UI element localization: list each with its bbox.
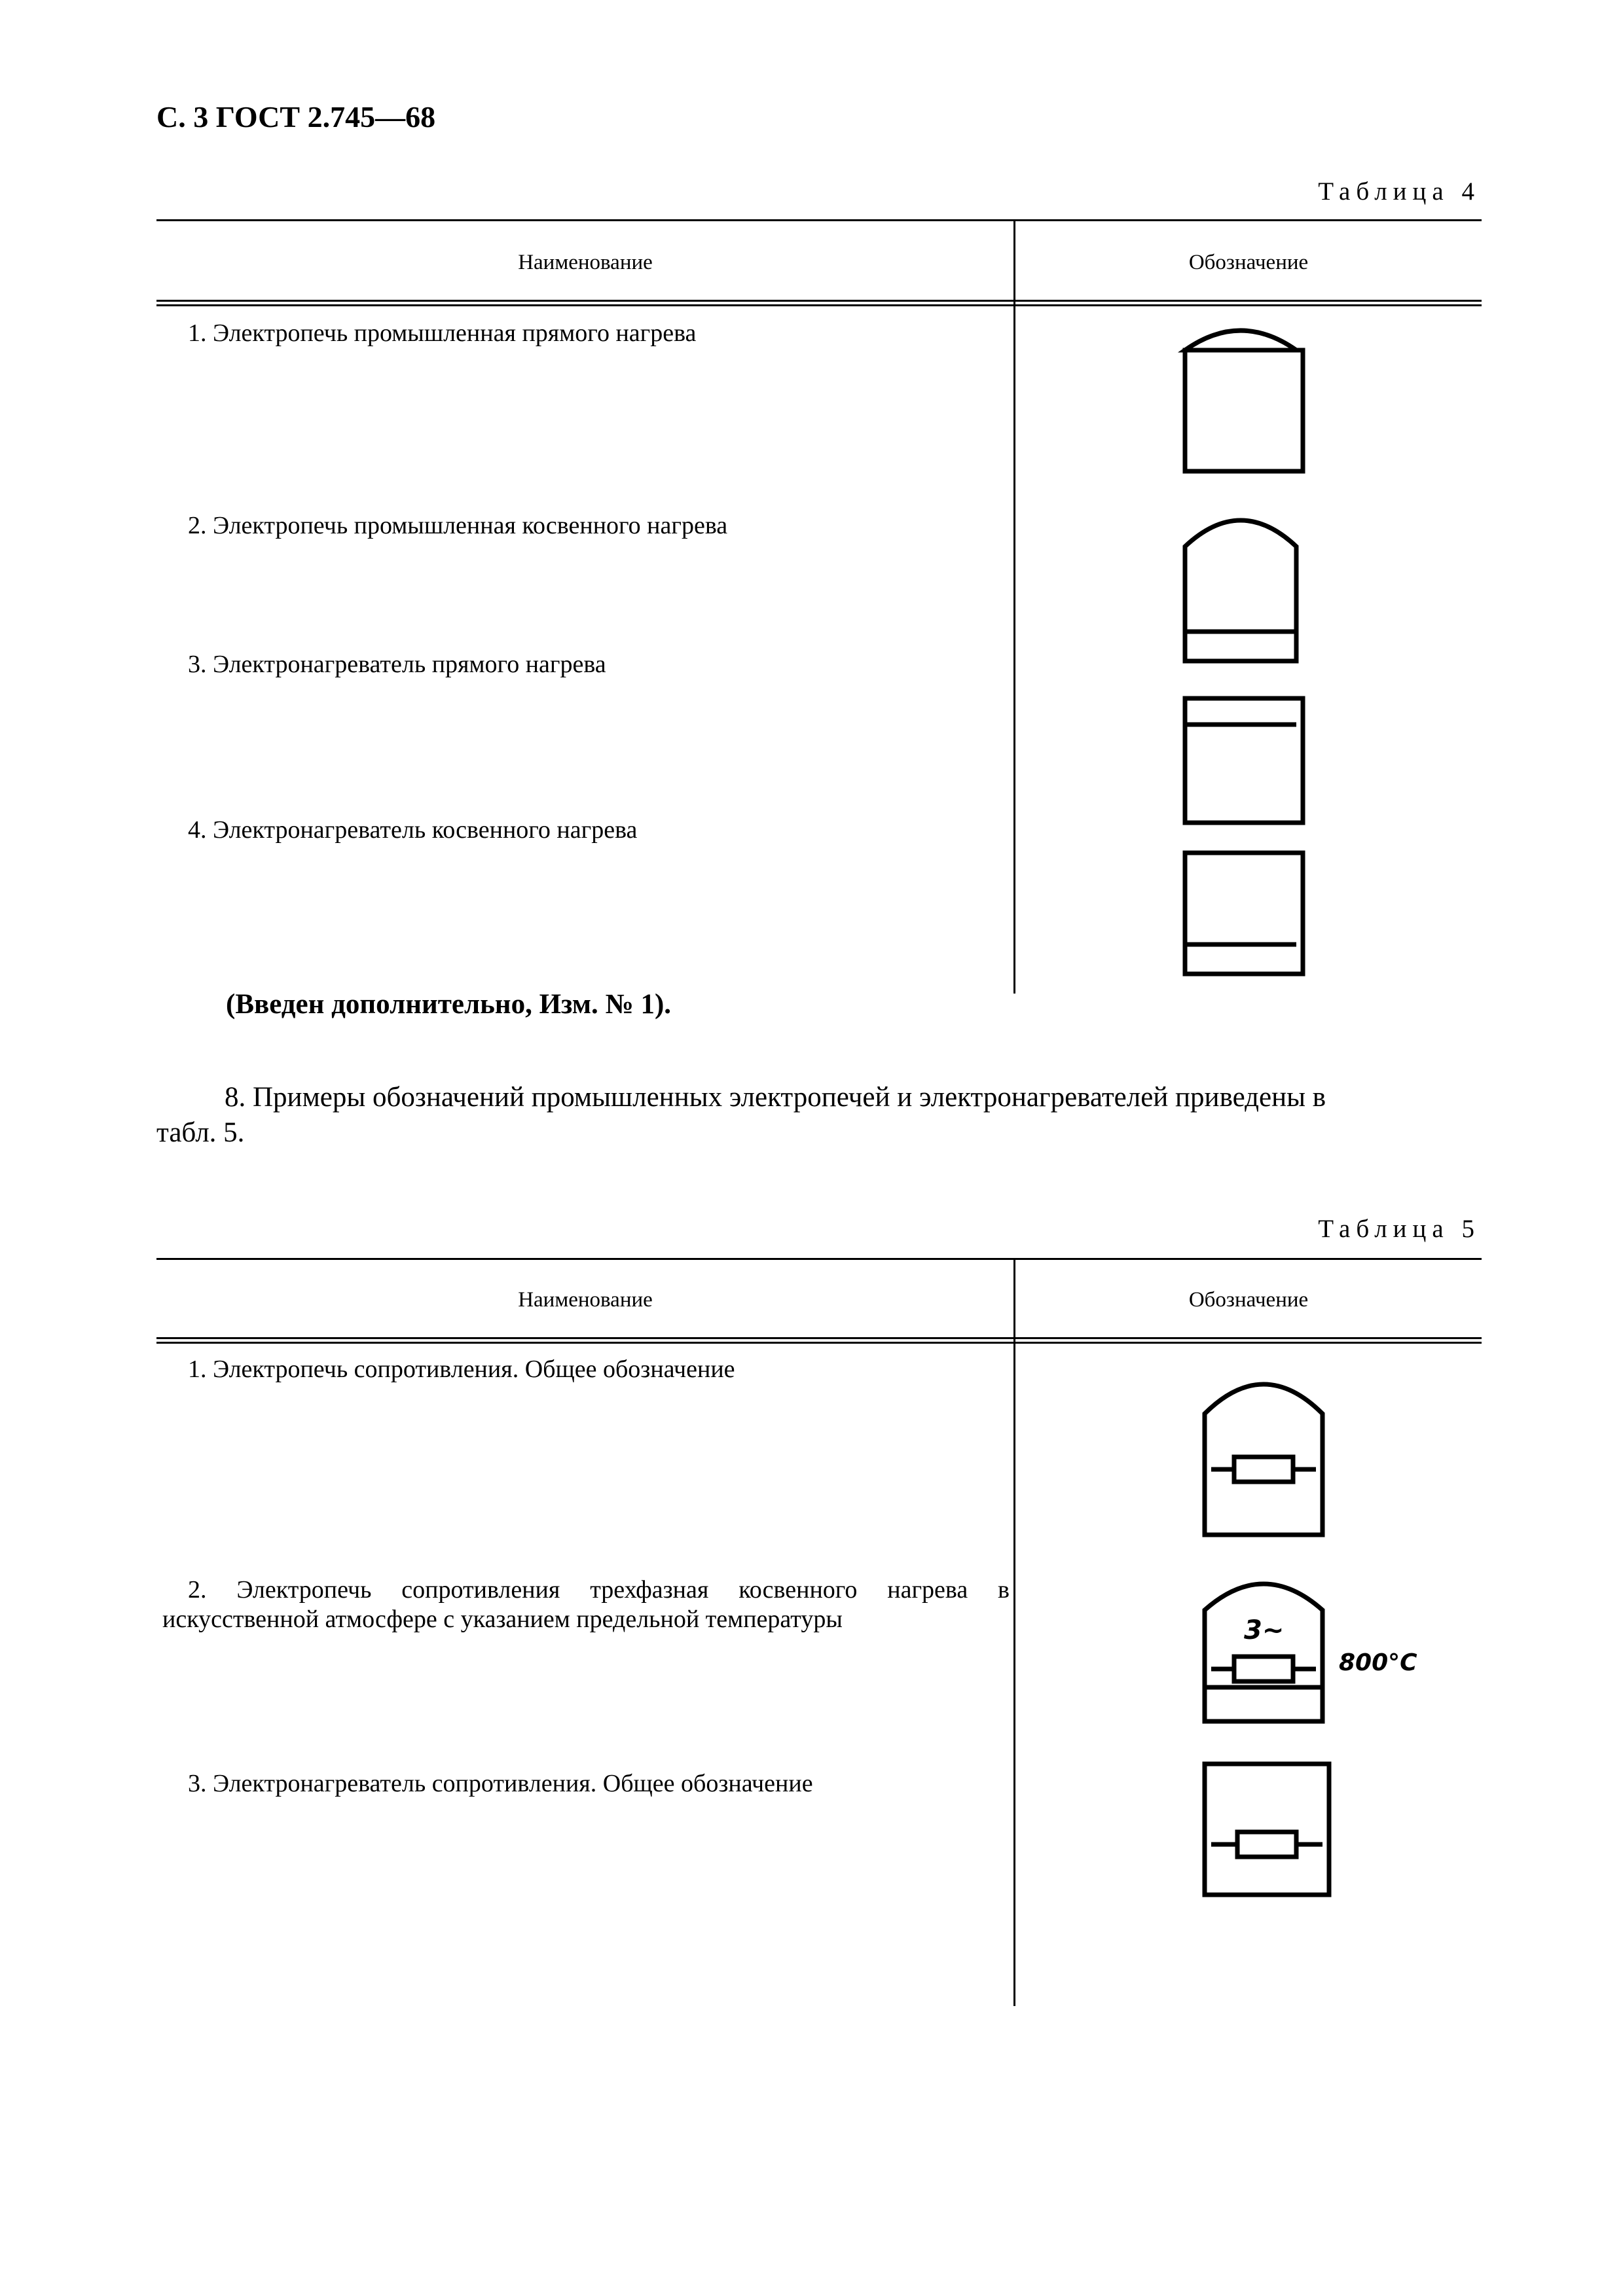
table4-header-rule — [156, 300, 1482, 302]
table4-row-4-label: 4. Электронагреватель косвенного нагрева — [188, 816, 638, 844]
table5-column-divider — [1013, 1258, 1015, 2006]
table4-header-rule-2 — [156, 304, 1482, 306]
table5-row-2-label-line-1: 2. Электропечь сопротивления трехфазная косвенного нагрева в — [188, 1576, 1010, 1604]
temperature-label: 800°C — [1339, 1649, 1417, 1676]
table4-col-name: Наименование — [518, 251, 653, 274]
indirect-heating-furnace-icon — [1178, 511, 1309, 668]
table4-top-rule — [156, 219, 1482, 221]
table5-top-rule — [156, 1258, 1482, 1260]
table4-row-1-label: 1. Электропечь промышленная прямого нагрева — [188, 319, 697, 347]
indirect-heater-icon — [1178, 850, 1309, 980]
table4-column-divider — [1013, 219, 1015, 994]
table4-caption: Таблица 4 — [1318, 177, 1480, 206]
phase-count-label: 3~ — [1244, 1615, 1285, 1645]
table4-row-2-label: 2. Электропечь промышленная косвенного нагрева — [188, 512, 728, 539]
table5-row-1-label: 1. Электропечь сопротивления. Общее обозначение — [188, 1355, 735, 1383]
table4-row-3-label: 3. Электронагреватель прямого нагрева — [188, 651, 606, 678]
table4-col-symbol: Обозначение — [1188, 251, 1309, 274]
three-phase-resistance-furnace-icon — [1198, 1571, 1342, 1728]
table5-header-rule-2 — [156, 1342, 1482, 1344]
direct-heating-furnace-icon — [1178, 321, 1309, 478]
paragraph-8-line-1: 8. Примеры обозначений промышленных электропечей и электронагревателей приведены в — [225, 1082, 1326, 1113]
paragraph-8 — [156, 1080, 1482, 1151]
paragraph-8-line-2: табл. 5. — [156, 1117, 245, 1148]
resistance-furnace-icon — [1198, 1371, 1342, 1541]
table5-col-symbol: Обозначение — [1188, 1288, 1309, 1312]
table5-header-rule — [156, 1337, 1482, 1339]
resistance-heater-icon — [1198, 1761, 1342, 1905]
table5-row-3-label: 3. Электронагреватель сопротивления. Общее обозначение — [188, 1770, 813, 1797]
table5-col-name: Наименование — [518, 1288, 653, 1312]
direct-heater-icon — [1178, 695, 1309, 826]
amendment-note: (Введен дополнительно, Изм. № 1). — [226, 989, 672, 1020]
page-header: С. 3 ГОСТ 2.745—68 — [156, 100, 436, 134]
table5-caption: Таблица 5 — [1318, 1215, 1480, 1243]
table5-row-2-label-line-2: искусственной атмосфере с указанием предельной температуры — [162, 1605, 843, 1633]
